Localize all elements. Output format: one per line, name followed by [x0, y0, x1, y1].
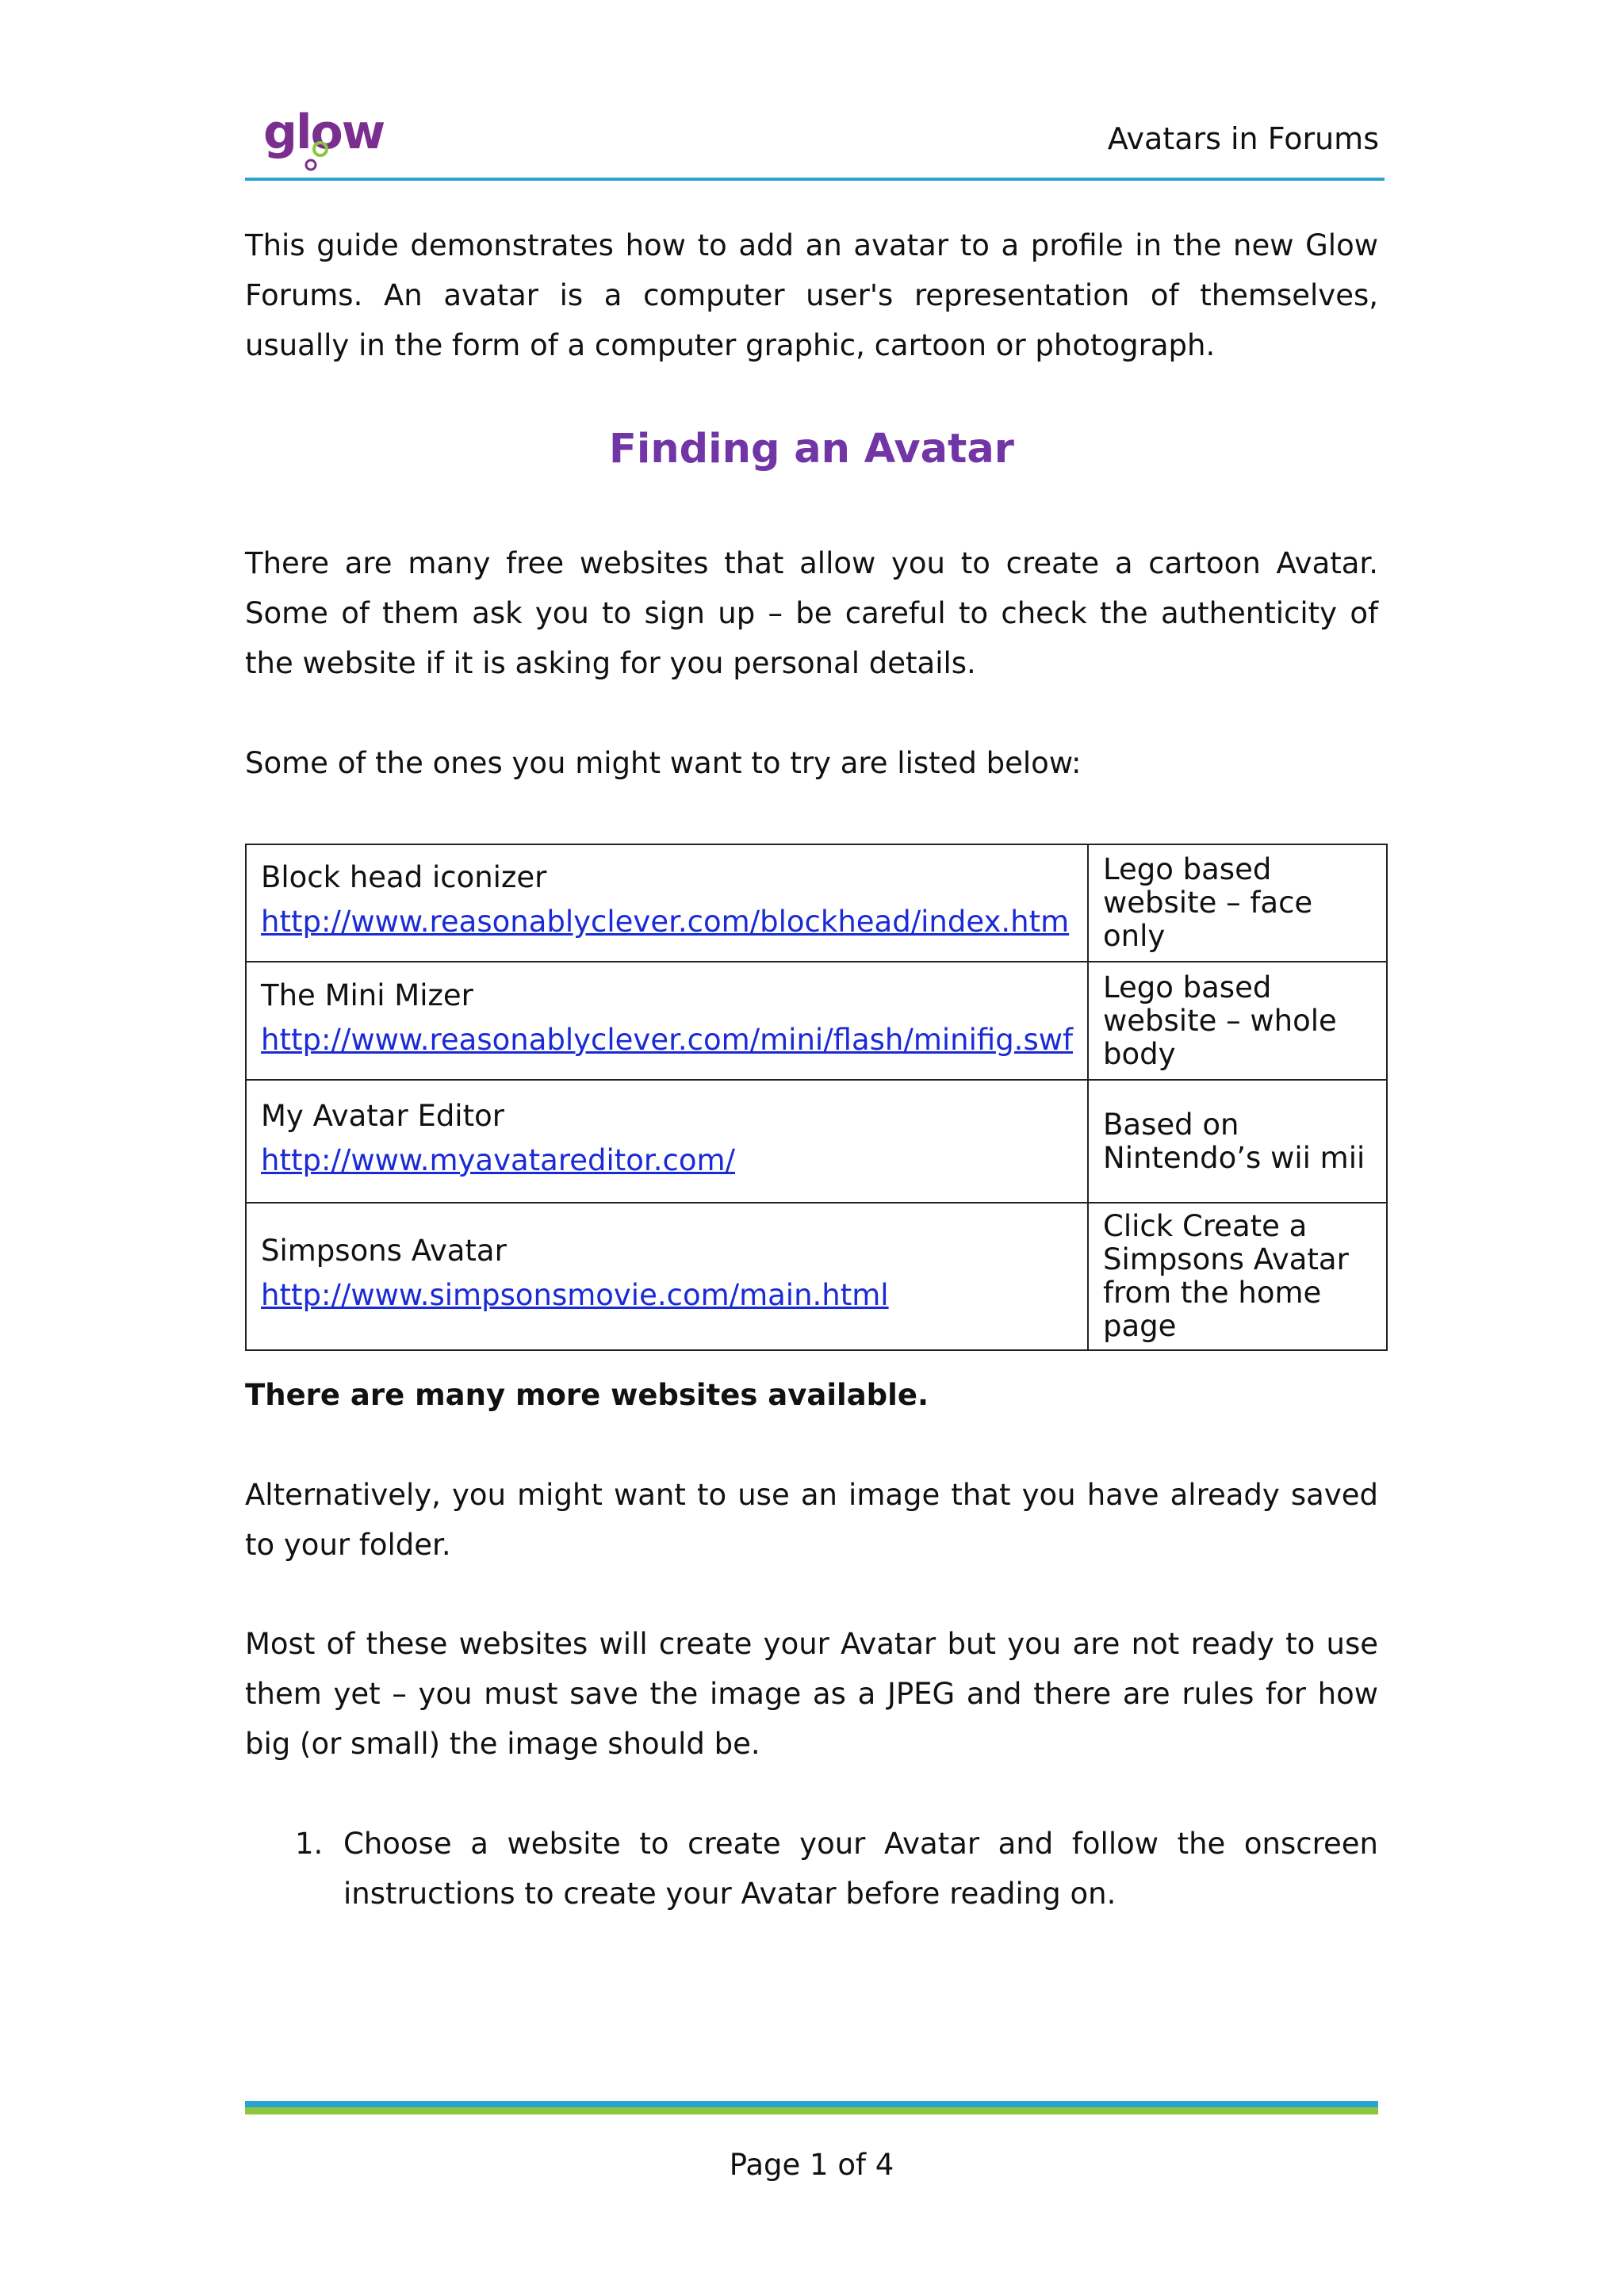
header-title: Avatars in Forums: [1107, 121, 1379, 156]
site-cell: [246, 1080, 1088, 1203]
site-link[interactable]: http://www.reasonablyclever.com/mini/flash/minifig.swf: [261, 1022, 1074, 1057]
page-number: Page 1 of 4: [729, 2148, 894, 2182]
glow-logo: [263, 105, 385, 176]
table-row: [246, 1080, 1387, 1203]
site-cell: [246, 1203, 1088, 1350]
site-name: Simpsons Avatar: [261, 1234, 507, 1268]
site-note: Click Create a Simpsons Avatar from the home page: [1088, 1203, 1387, 1350]
site-cell: [246, 844, 1088, 962]
footer-rule-green: [245, 2107, 1378, 2114]
site-name: Block head iconizer: [261, 860, 547, 894]
list-item-number: 1.: [295, 1827, 324, 1861]
section-heading: Finding an Avatar: [609, 426, 1014, 473]
logo-circles-icon: [263, 105, 385, 176]
site-note: Lego based website – whole body: [1088, 962, 1387, 1080]
logo-text: glow: [263, 105, 385, 160]
table-row: [246, 962, 1387, 1080]
list-intro-paragraph: Some of the ones you might want to try are listed below:: [245, 746, 1082, 780]
avatar-sites-table: [245, 844, 1388, 1351]
more-websites-note: There are many more websites available.: [245, 1378, 929, 1412]
footer-rule-blue: [245, 2101, 1378, 2107]
site-name: My Avatar Editor: [261, 1098, 504, 1133]
site-cell: [246, 962, 1088, 1080]
site-link[interactable]: http://www.reasonablyclever.com/blockhead/index.htm: [261, 905, 1070, 939]
site-name: The Mini Mizer: [261, 978, 473, 1012]
site-note: Lego based website – face only: [1088, 844, 1387, 962]
table-row: [246, 1203, 1387, 1350]
site-note: Based on Nintendo’s wii mii: [1088, 1080, 1387, 1203]
intro-paragraph: This guide demonstrates how to add an avatar to a profile in the new Glow Forums. An avatar is a computer user's representation of themselves, usually in the form of a computer graphic, cartoon or photograph.: [245, 228, 1378, 362]
header-rule: [245, 178, 1385, 181]
site-link[interactable]: http://www.myavatareditor.com/: [261, 1142, 735, 1177]
free-sites-paragraph: There are many free websites that allow you to create a cartoon Avatar. Some of them ask you to sign up – be careful to check the authenticity of the website if it is asking for you personal details.: [245, 546, 1378, 680]
alternative-paragraph: Alternatively, you might want to use an image that you have already saved to your folder.: [245, 1478, 1378, 1562]
table-row: [246, 844, 1387, 962]
jpeg-paragraph: Most of these websites will create your Avatar but you are not ready to use them yet – you must save the image as a JPEG and there are rules for how big (or small) the image should be.: [245, 1627, 1378, 1761]
list-item: Choose a website to create your Avatar and follow the onscreen instructions to create your Avatar before reading on.: [343, 1827, 1378, 1911]
site-link[interactable]: http://www.simpsonsmovie.com/main.html: [261, 1278, 889, 1312]
